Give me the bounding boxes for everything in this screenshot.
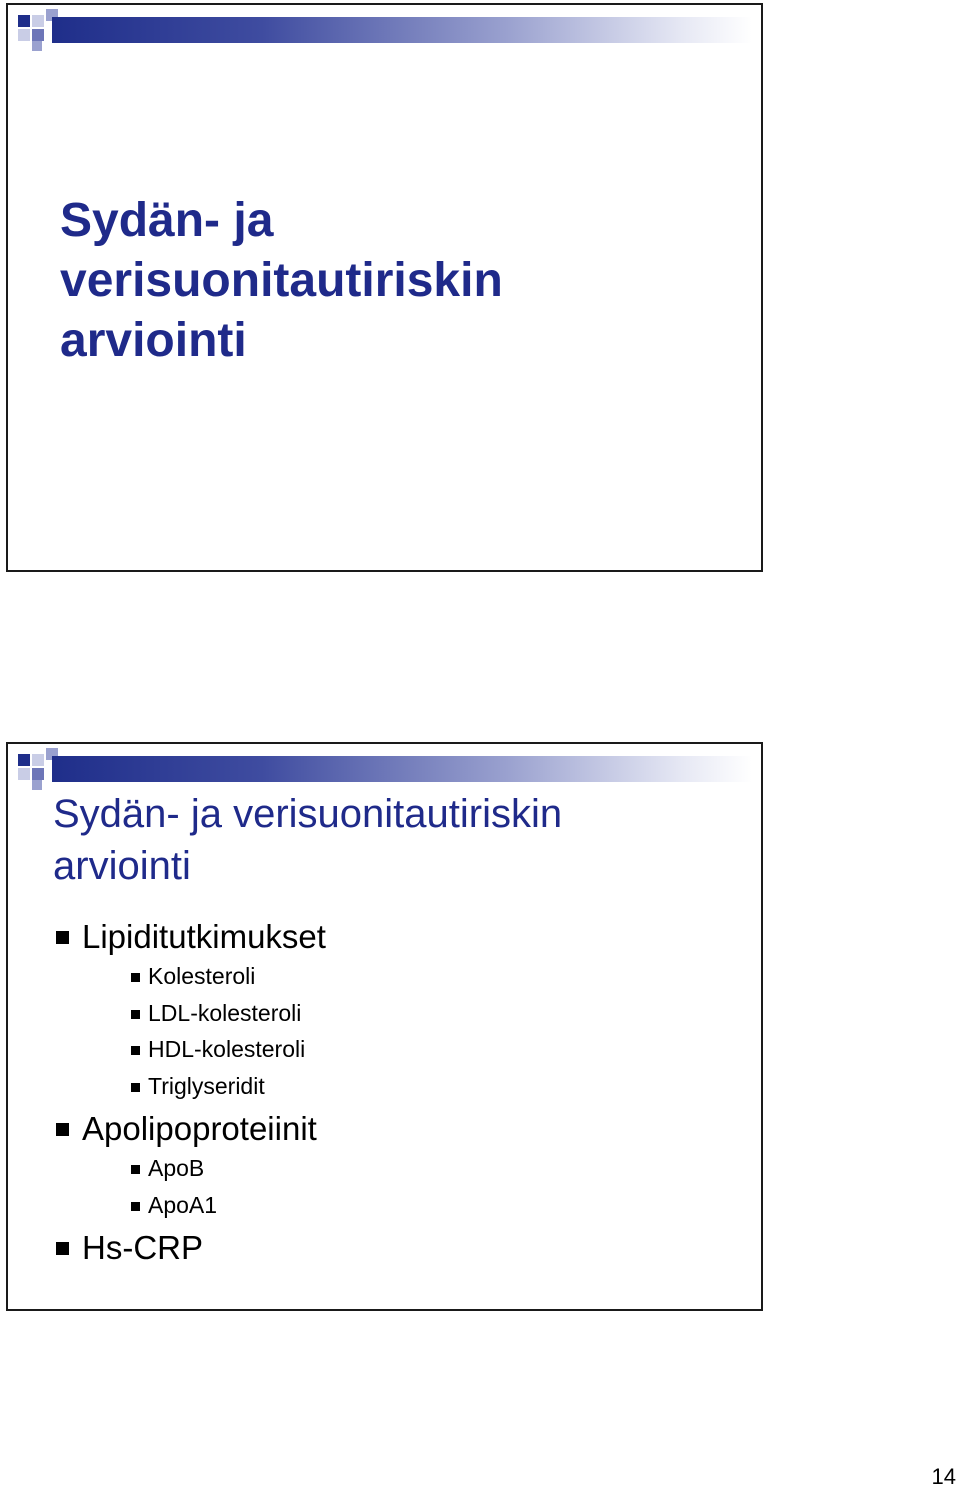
square-bullet-icon: [56, 1242, 69, 1255]
square-bullet-icon: [131, 1202, 140, 1211]
sub-list-item-label: ApoA1: [148, 1191, 218, 1218]
square-bullet-icon: [56, 1123, 69, 1136]
sub-list-item-label: ApoB: [148, 1155, 205, 1181]
list-item: [54, 916, 326, 958]
square-bullet-icon: [131, 1083, 140, 1092]
list-item-label: Apolipoproteiinit: [82, 1110, 317, 1147]
slide-header-bar: [52, 756, 752, 782]
slide-2-title: [53, 788, 562, 892]
slide-2: [6, 742, 763, 1311]
slide-header-bar: [52, 17, 752, 43]
sub-list-item-label: Kolesteroli: [148, 963, 256, 989]
square-bullet-icon: [131, 1165, 140, 1174]
sub-list-item: [54, 958, 326, 995]
slide-1-title: [60, 191, 503, 371]
title-line: Sydän- ja verisuonitautiriskin: [53, 792, 563, 836]
sub-list-item: [54, 1068, 326, 1105]
title-line: arviointi: [53, 844, 191, 888]
square-bullet-icon: [131, 1046, 140, 1055]
bullet-list: [54, 912, 326, 1269]
sub-list-item-label: Triglyseridit: [148, 1072, 265, 1099]
square-bullet-icon: [131, 973, 140, 982]
list-item: [54, 1108, 326, 1150]
list-item-label: Lipiditutkimukset: [82, 918, 326, 955]
sub-list-item: [54, 1031, 326, 1068]
list-item: [54, 1227, 326, 1269]
sub-list-item: [54, 1187, 326, 1224]
page-number: 14: [931, 1464, 956, 1489]
sub-list-item-label: LDL-kolesteroli: [148, 999, 302, 1026]
slide-1: [6, 3, 763, 572]
square-bullet-icon: [131, 1010, 140, 1019]
title-line: arviointi: [60, 314, 247, 367]
title-line: Sydän- ja: [60, 194, 274, 247]
square-bullet-icon: [56, 931, 69, 944]
sub-list-item: [54, 995, 326, 1032]
title-line: verisuonitautiriskin: [60, 254, 503, 307]
sub-list-item-label: HDL-kolesteroli: [148, 1036, 306, 1062]
sub-list-item: [54, 1150, 326, 1187]
list-item-label: Hs-CRP: [82, 1229, 203, 1266]
